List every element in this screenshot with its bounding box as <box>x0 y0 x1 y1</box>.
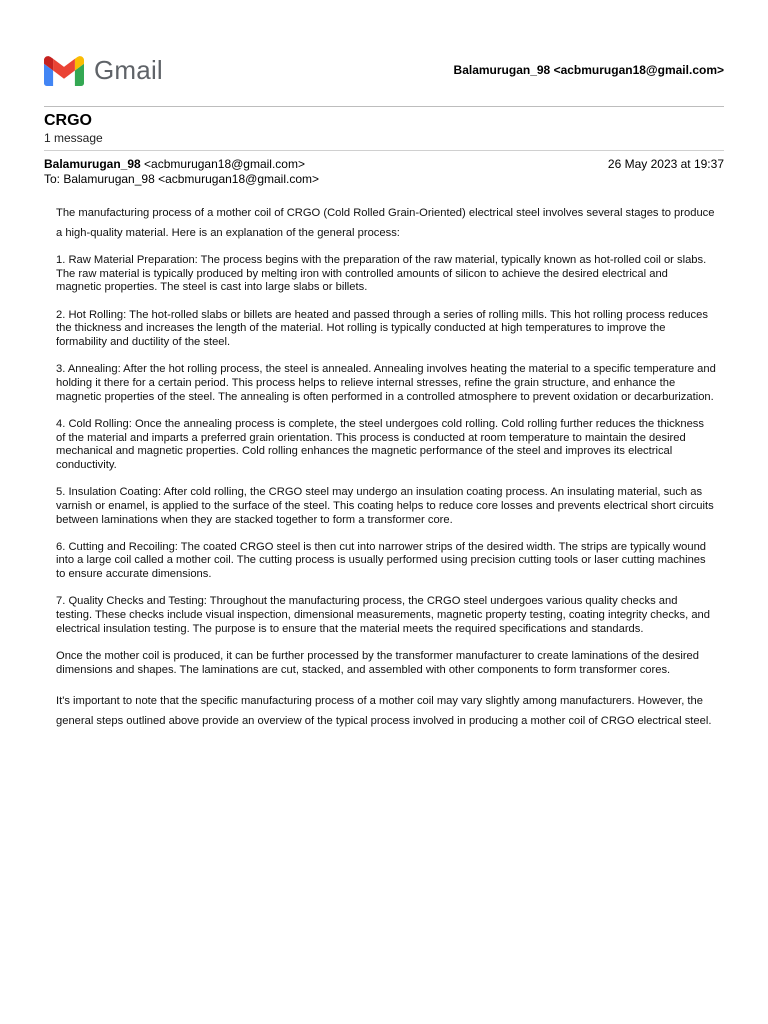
message-from <box>44 157 305 172</box>
message-count: 1 message <box>44 131 103 145</box>
body-paragraph: 7. Quality Checks and Testing: Throughout the manufacturing process, the CRGO steel undergoes various quality checks and testing. These checks include visual inspection, dimensional measurements, magnetic property testing, coating integrity checks, and electrical insulation testing. The purpose is to ensure that the material meets the required specifications and standards. <box>56 595 710 635</box>
body-paragraph: 5. Insulation Coating: After cold rolling, the CRGO steel may undergo an insulation coating process. An insulating material, such as varnish or enamel, is applied to the surface of the steel. This coating helps to reduce core losses and prevents electrical short circuits between laminations when they are stacked together to form a transformer core. <box>56 486 714 526</box>
gmail-wordmark: Gmail <box>94 55 163 85</box>
gmail-envelope-icon <box>44 56 84 86</box>
body-paragraph: 1. Raw Material Preparation: The process begins with the preparation of the raw material, typically known as hot-rolled coil or slabs. The raw material is typically produced by melting iron with controlled amounts of silicon to achieve the desired electrical and magnetic properties. The steel is cast into large slabs or billets. <box>56 254 707 294</box>
body-paragraph: 3. Annealing: After the hot rolling process, the steel is annealed. Annealing involves heating the material to a specific temperature and holding it there for a certain period. This process helps to relieve internal stresses, refine the grain structure, and enhance the magnetic properties of the steel. The annealing is often performed in a controlled atmosphere to prevent oxidation or decarburization. <box>56 363 716 403</box>
body-paragraph: Once the mother coil is produced, it can be further processed by the transformer manufacturer to create laminations of the desired dimensions and shapes. The laminations are cut, stacked, and assembled with other components to form transformer cores. <box>56 649 699 676</box>
sender-email: <acbmurugan18@gmail.com> <box>144 157 305 171</box>
sender-name: Balamurugan_98 <box>44 157 141 171</box>
body-paragraph: 4. Cold Rolling: Once the annealing process is complete, the steel undergoes cold rolling. Cold rolling further reduces the thickness of the material and imparts a preferred grain orientation. This process is conducted at room temperature to maintain the desired mechanical and magnetic properties. Cold rolling enhances the magnetic performance of the steel and improves its electrical conductivity. <box>56 417 704 471</box>
body-paragraph: 2. Hot Rolling: The hot-rolled slabs or billets are heated and passed through a series of rolling mills. This hot rolling process reduces the thickness and increases the length of the material. Hot rolling is typically conducted at high temperatures to improve the formability and ductility of the steel. <box>56 308 708 349</box>
message-date: 26 May 2023 at 19:37 <box>607 157 724 171</box>
body-paragraph: 6. Cutting and Recoiling: The coated CRGO steel is then cut into narrower strips of the desired width. The strips are typically wound into a large coil called a mother coil. The cutting process is usually performed using precision cutting tools or laser cutting machines to ensure accurate dimensions. <box>56 540 707 581</box>
message-body <box>56 203 716 731</box>
message-divider <box>44 150 724 151</box>
header-divider <box>44 106 724 107</box>
thread-subject: CRGO <box>44 112 92 129</box>
account-email: Balamurugan_98 <acbmurugan18@gmail.com> <box>453 63 724 77</box>
gmail-logo <box>44 54 166 88</box>
body-paragraph: The manufacturing process of a mother coil of CRGO (Cold Rolled Grain-Oriented) electrical steel involves several stages to produce a high-quality material. Here is an explanation of the general process: <box>56 207 715 239</box>
body-paragraph: It's important to note that the specific manufacturing process of a mother coil may vary slightly among manufacturers. However, the general steps outlined above provide an overview of the typical process involved in producing a mother coil of CRGO electrical steel. <box>56 694 712 727</box>
message-recipient: To: Balamurugan_98 <acbmurugan18@gmail.com> <box>44 172 320 186</box>
page-header <box>44 54 724 88</box>
